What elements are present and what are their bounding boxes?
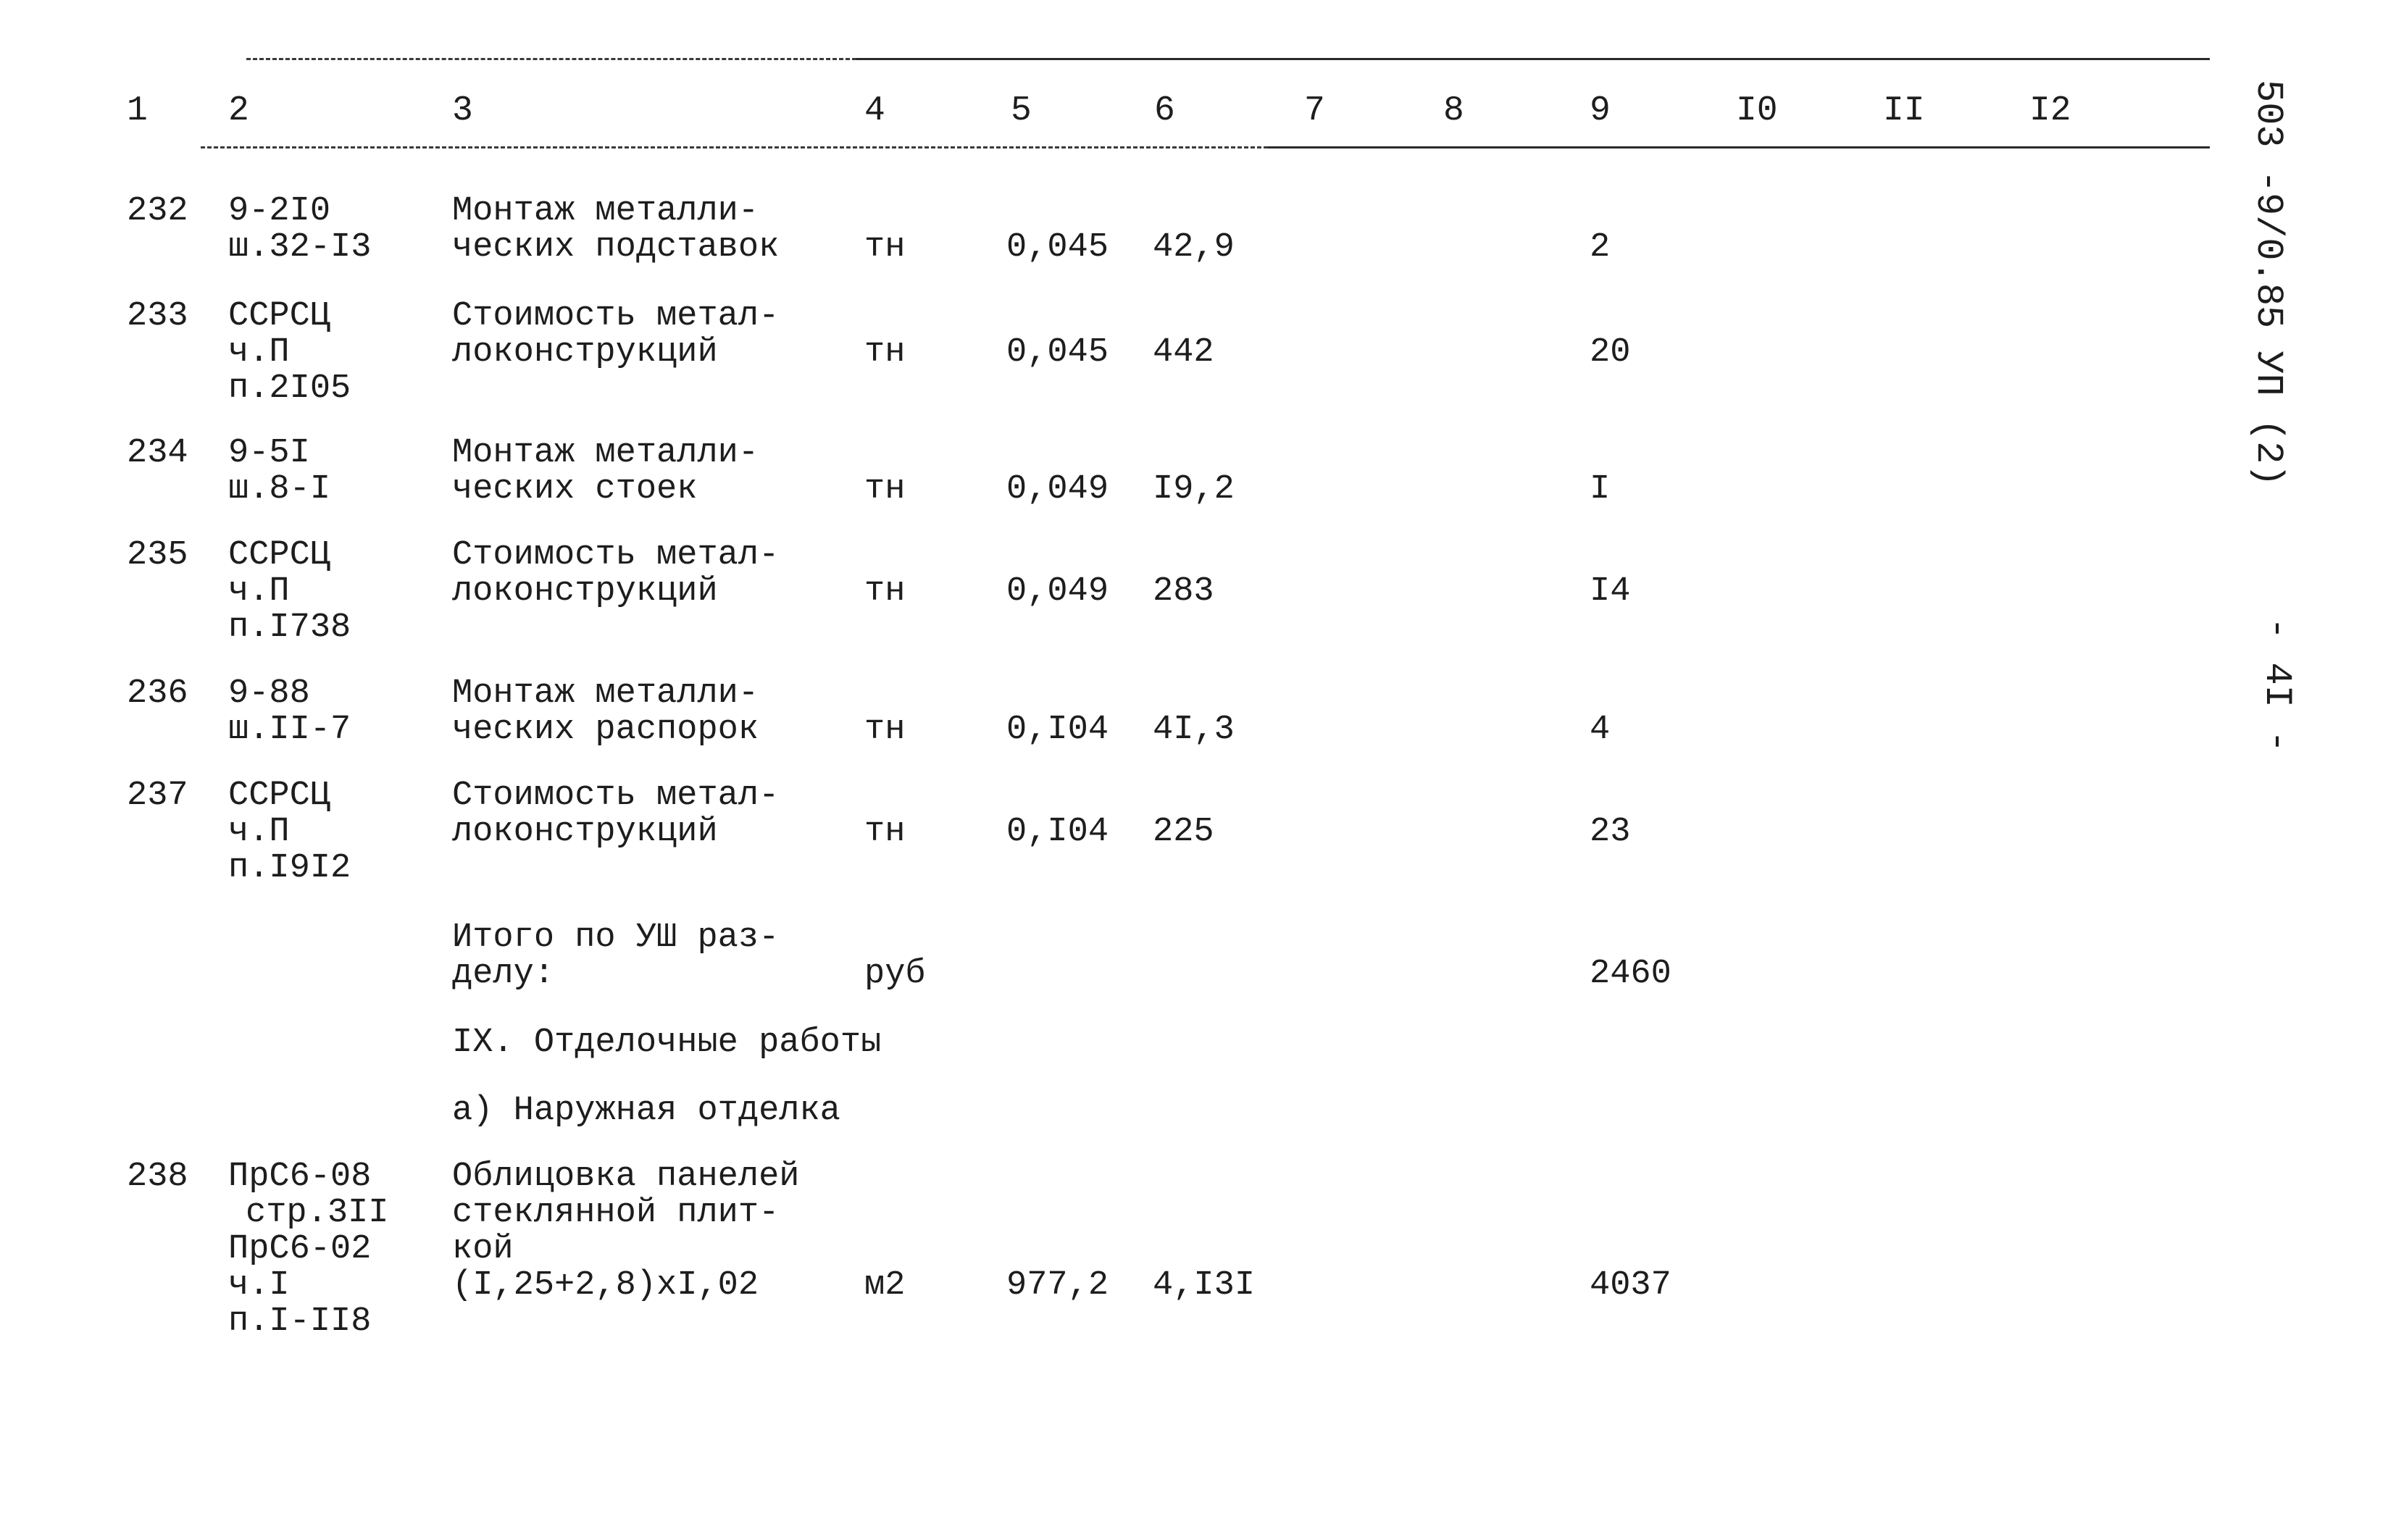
description-line: Стоимость метал- [452,536,780,574]
reference-line: ССРСЦ [228,536,331,574]
description-cell [452,778,779,850]
description-line: ческих стоек [452,470,698,509]
description-cell [452,193,779,266]
unit: м2 [864,1266,906,1305]
description-line: локонструкций [452,813,718,851]
description-cell [452,435,759,508]
column-header-9: 9 [1590,91,1611,130]
reference-line: ССРСЦ [228,777,331,815]
top-rule [856,58,2210,60]
total-cost: 2 [1590,228,1611,267]
unit-price: 283 [1153,572,1214,611]
top-rule-left [246,58,856,60]
subtotal-total: 2460 [1590,955,1671,993]
reference-cell [228,1159,388,1340]
reference-line: п.I738 [228,608,351,647]
quantity: 0,I04 [1006,711,1109,749]
description-line: локонструкций [452,572,718,611]
unit: тн [864,333,906,372]
description-line: ческих распорок [452,711,759,749]
column-header-10: I0 [1736,91,1778,130]
unit: тн [864,470,906,509]
description-line: кой [452,1230,514,1268]
reference-line: ш.8-I [228,470,331,509]
reference-line: ч.П [228,813,290,851]
quantity: 977,2 [1006,1266,1109,1305]
reference-line: ч.П [228,572,290,611]
unit-price: I9,2 [1153,470,1235,509]
description-line: Монтаж металли- [452,434,759,472]
row-number: 235 [127,536,188,574]
description-cell [452,1159,799,1304]
unit: тн [864,813,906,851]
row-number: 238 [127,1158,188,1196]
reference-line: ССРСЦ [228,297,331,335]
row-number: 236 [127,674,188,713]
column-header-6: 6 [1154,91,1175,130]
description-line: Монтаж металли- [452,674,759,713]
document-code: 503 -9/0.85 УП (2) [2247,80,2289,487]
column-header-7: 7 [1304,91,1325,130]
description-cell [452,676,759,748]
subtotal-line: делу: [452,955,555,993]
quantity: 0,I04 [1006,813,1109,851]
description-cell [452,537,779,610]
reference-line: 9-2I0 [228,192,331,230]
description-line: локонструкций [452,333,718,372]
header-bottom-rule [1268,146,2210,148]
reference-line: ч.I [228,1266,290,1305]
unit-price: 4,I3I [1153,1266,1256,1305]
reference-line: 9-88 [228,674,310,713]
header-bottom-rule-left [201,146,1268,148]
description-line: ческих подставок [452,228,780,267]
quantity: 0,049 [1006,572,1109,611]
description-line: Облицовка панелей [452,1158,800,1196]
reference-line: п.2I05 [228,369,351,408]
reference-cell [228,298,351,407]
reference-line: ч.П [228,333,290,372]
page-number: - 4I - [2255,617,2298,753]
unit-price: 42,9 [1153,228,1235,267]
reference-cell [228,778,351,887]
reference-line: ПрС6-02 [228,1230,372,1268]
description-line: Монтаж металли- [452,192,759,230]
total-cost: I4 [1590,572,1631,611]
subsection-title: а) Наружная отделка [452,1092,840,1130]
column-header-12: I2 [2029,91,2071,130]
unit-price: 442 [1153,333,1214,372]
unit: тн [864,572,906,611]
subtotal-line: Итого по УШ раз- [452,918,780,957]
quantity: 0,045 [1006,333,1109,372]
reference-cell [228,435,330,508]
reference-cell [228,537,351,646]
reference-cell [228,193,371,266]
unit: тн [864,228,906,267]
reference-cell [228,676,351,748]
column-header-2: 2 [228,91,249,130]
description-line: Стоимость метал- [452,297,780,335]
total-cost: 20 [1590,333,1631,372]
description-line: стеклянной плит- [452,1194,780,1232]
description-cell [452,298,779,371]
column-header-3: 3 [452,91,473,130]
description-line: (I,25+2,8)xI,02 [452,1266,759,1305]
column-header-5: 5 [1011,91,1032,130]
row-number: 233 [127,297,188,335]
total-cost: 23 [1590,813,1631,851]
unit: тн [864,711,906,749]
unit-price: 225 [1153,813,1214,851]
total-cost: I [1590,470,1611,509]
section-title: IX. Отделочные работы [452,1024,882,1062]
column-header-1: 1 [127,91,148,130]
total-cost: 4 [1590,711,1611,749]
reference-line: п.I9I2 [228,849,351,887]
quantity: 0,049 [1006,470,1109,509]
reference-line: 9-5I [228,434,310,472]
reference-line: стр.3II [246,1194,389,1232]
subtotal-unit: руб [864,955,926,993]
column-header-4: 4 [864,91,885,130]
row-number: 237 [127,777,188,815]
reference-line: ш.32-I3 [228,228,372,267]
column-header-11: II [1883,91,1925,130]
unit-price: 4I,3 [1153,711,1235,749]
reference-line: ПрС6-08 [228,1158,372,1196]
reference-line: ш.II-7 [228,711,351,749]
subtotal-label [452,920,779,992]
quantity: 0,045 [1006,228,1109,267]
total-cost: 4037 [1590,1266,1671,1305]
column-header-8: 8 [1443,91,1464,130]
row-number: 232 [127,192,188,230]
reference-line: п.I-II8 [228,1302,372,1341]
row-number: 234 [127,434,188,472]
description-line: Стоимость метал- [452,777,780,815]
